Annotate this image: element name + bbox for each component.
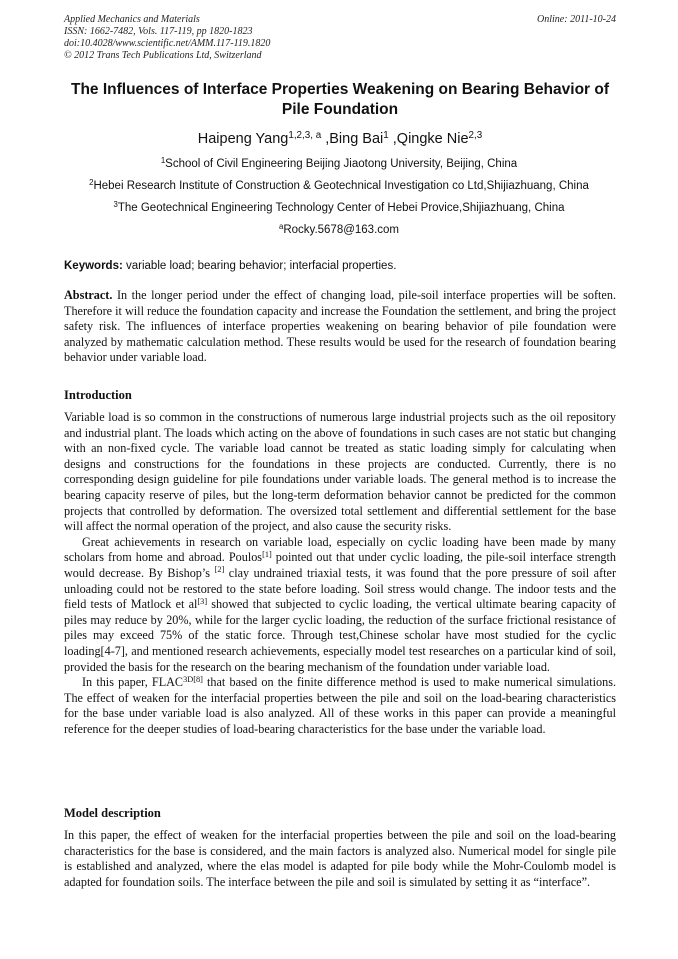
paragraph: In this paper, the effect of weaken for the interfacial properties between the pile and soil on the load-bearing characteristics for the base is considered, and the main factors is analyzed also. Numerical model for single pile is established and analyzed, where the elas model is adapted for pile body while the Mohr-Coulomb model is adapted for foundation soils. The interface between the pile and soil is simulated by setting it as “interface”. xyxy=(64,828,616,889)
paragraph: Variable load is so common in the constructions of numerous large industrial projects such as the oil repository and industrial plant. The loads which acting on the above of foundations in such cases are not static but changing with an non-fixed cycle. The variable load cannot be treated as static loading simply for calculating when designs and constructions for the foundations in these projects are conducted. Currently, there is no corresponding design guideline for pile foundations under variable loads. The general method is to increase the bearing capacity reserve of piles, but the long-term deformation behavior cannot be predicted for the common projects that controlled by deformation. The oversized total settlement and differential settlement for the base will affect the normal operation of the project, and also cause the security risks. xyxy=(64,410,616,534)
paragraph-text: showed that subjected to cyclic loading, the vertical ultimate bearing capacity of piles may reduce by 20%, while for the larger cyclic loading, the reduction of the surface frictional resistance of piles may exceed 75% of the static force. Through test,Chinese scholar have most studied for the cyclic loading[4-7], and mentioned research achievements, especially model test researches on a particular kind of soil, provided the basis for the research on the bearing mechanism of the foundation under variable load. xyxy=(64,597,616,674)
affiliation xyxy=(30,179,648,193)
paragraph-text: clay undrained triaxial tests, it was found that the pore pressure of soil after unloading could not be restored to the state before loading. Soil stress would change. The indoor tests and the field tests of Matlock et al xyxy=(64,565,616,612)
author-name: ,Bing Bai xyxy=(321,131,384,147)
author-affiliation-marker: 1 xyxy=(383,129,389,141)
model-description-body xyxy=(64,828,616,890)
abstract-label: Abstract. xyxy=(64,288,113,302)
citation: [2] xyxy=(214,565,225,575)
author-affiliation-marker: 2,3 xyxy=(468,129,483,141)
author-name: ,Qingke Nie xyxy=(388,131,469,147)
paragraph xyxy=(64,535,616,675)
paragraph-text: In this paper, FLAC xyxy=(82,675,184,690)
affiliation-marker: 2 xyxy=(89,177,94,187)
paper-title: The Influences of Interface Properties Weakening on Bearing Behavior of Pile Foundation xyxy=(70,81,610,118)
journal-copyright: © 2012 Trans Tech Publications Ltd, Switzerland xyxy=(64,50,262,61)
section-heading-model-description: Model description xyxy=(64,806,161,820)
affiliation-text: Hebei Research Institute of Construction & Geotechnical Investigation co Ltd,Shijiazhuang, China xyxy=(93,180,589,192)
email-text: Rocky.5678@163.com xyxy=(283,224,400,236)
citation: 3D[8] xyxy=(183,674,203,684)
online-date: Online: 2011-10-24 xyxy=(537,14,616,25)
keywords-label: Keywords: xyxy=(64,260,123,272)
journal-header xyxy=(64,14,616,62)
paragraph-text: Great achievements in research on variable load, especially on cyclic loading have been made by many scholars from home and abroad. Poulos xyxy=(64,534,616,565)
affiliation-marker: 1 xyxy=(160,155,166,165)
abstract xyxy=(64,288,616,366)
affiliation-marker: a xyxy=(278,221,284,231)
affiliation-text: School of Civil Engineering Beijing Jiaotong University, Beijing, China xyxy=(165,158,518,170)
affiliation xyxy=(30,201,648,215)
introduction-body xyxy=(64,410,616,737)
journal-issn: ISSN: 1662-7482, Vols. 117-119, pp 1820-1823 xyxy=(64,26,253,37)
affiliation-marker: 3 xyxy=(113,199,118,209)
abstract-text: In the longer period under the effect of changing load, pile-soil interface properties will be soften. Therefore it will reduce the foundation capacity and increase the Foundation the settlement, and bring the project safety risk. The influences of interface properties weakening on bearing behavior of pile foundation were analyzed by mathematic calculation method. These results would be used for the research of foundation bearing behavior under variable load. xyxy=(64,288,616,365)
keywords xyxy=(64,259,616,273)
paragraph-text: that based on the finite difference method is used to make numerical simulations. The effect of weaken for the interfacial properties between the pile and soil on the load-bearing characteristics for the base under variable load is also analyzed. All of these works in this paper can provide a meaningful reference for the deeper studies of load-bearing characteristics for the base under the variable load. xyxy=(64,675,617,736)
author-name: Haipeng Yang xyxy=(197,131,289,147)
paragraph xyxy=(64,675,616,737)
affiliation-text: The Geotechnical Engineering Technology Center of Hebei Provice,Shijiazhuang, China xyxy=(117,202,565,214)
journal-name: Applied Mechanics and Materials xyxy=(64,14,200,25)
affiliation xyxy=(30,157,648,171)
citation: [3] xyxy=(197,596,208,606)
author-email xyxy=(30,223,648,237)
author-list xyxy=(64,130,616,148)
paragraph-text: pointed out that under cyclic loading, the pile-soil interface strength would decrease. By Bishop’s xyxy=(64,550,616,580)
section-heading-introduction: Introduction xyxy=(64,388,132,402)
journal-doi: doi:10.4028/www.scientific.net/AMM.117-119.1820 xyxy=(64,38,271,49)
citation: [1] xyxy=(262,549,272,559)
author-affiliation-marker: 1,2,3, a xyxy=(288,129,322,141)
keywords-text: variable load; bearing behavior; interfacial properties. xyxy=(122,260,397,272)
